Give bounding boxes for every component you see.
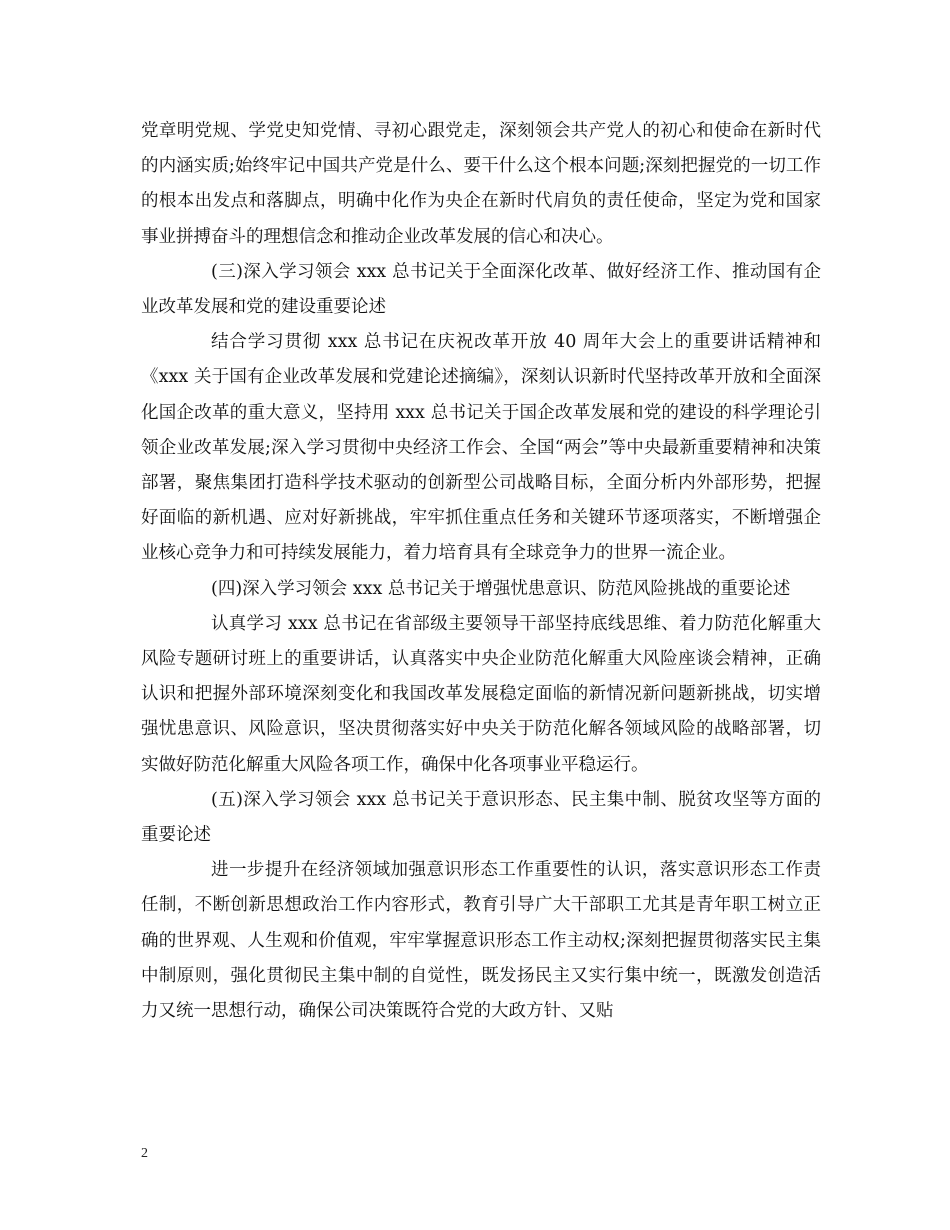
paragraph-body-5: 进一步提升在经济领域加强意识形态工作重要性的认识，落实意识形态工作责任制，不断创新思想政治工作内容形式，教育引导广大干部职工尤其是青年职工树立正确的世界观、人生观和价值观，牢牢掌握意识形态工作主动权;深刻把握贯彻落实民主集中制原则，强化贯彻民主集中制的自觉性，既发扬民主又实行集中统一，既激发创造活力又统一思想行动，确保公司决策既符合党的大政方针、又贴	[141, 860, 821, 1022]
paragraph-body-3: 结合学习贯彻 xxx 总书记在庆祝改革开放 40 周年大会上的重要讲话精神和《xxx 关于国有企业改革发展和党建论述摘编》，深刻认识新时代坚持改革开放和全面深化国企改革的重大意义，坚持用 xxx 总书记关于国企改革发展和党的建设的科学理论引领企业改革发展;深入学习贯彻中央经济工作会、全国“两会”等中央最新重要精神和决策部署，聚焦集团打造科学技术驱动的创新型公司战略目标，全面分析内外部形势，把握好面临的新机遇、应对好新挑战，牢牢抓住重点任务和关键环节逐项落实，不断增强企业核心竞争力和可持续发展能力，着力培育具有全球竞争力的世界一流企业。	[141, 332, 821, 564]
document-body	[141, 114, 821, 1029]
section-heading-3: (三)深入学习领会 xxx 总书记关于全面深化改革、做好经济工作、推动国有企业改革发展和党的建设重要论述	[141, 261, 821, 318]
section-heading-4: (四)深入学习领会 xxx 总书记关于增强忧患意识、防范风险挑战的重要论述	[211, 578, 791, 599]
page-number: 2	[141, 1146, 148, 1161]
paragraph-continued: 党章明党规、学党史知党情、寻初心跟党走，深刻领会共产党人的初心和使命在新时代的内涵实质;始终牢记中国共产党是什么、要干什么这个根本问题;深刻把握党的一切工作的根本出发点和落脚点，明确中化作为央企在新时代肩负的责任使命，坚定为党和国家事业拼搏奋斗的理想信念和推动企业改革发展的信心和决心。	[141, 121, 821, 247]
paragraph-body-4: 认真学习 xxx 总书记在省部级主要领导干部坚持底线思维、着力防范化解重大风险专题研讨班上的重要讲话，认真落实中央企业防范化解重大风险座谈会精神，正确认识和把握外部环境深刻变化和我国改革发展稳定面临的新情况新问题新挑战，切实增强忧患意识、风险意识，坚决贯彻落实好中央关于防范化解各领域风险的战略部署，切实做好防范化解重大风险各项工作，确保中化各项事业平稳运行。	[141, 613, 821, 775]
section-heading-5: (五)深入学习领会 xxx 总书记关于意识形态、民主集中制、脱贫攻坚等方面的重要论述	[141, 789, 821, 846]
